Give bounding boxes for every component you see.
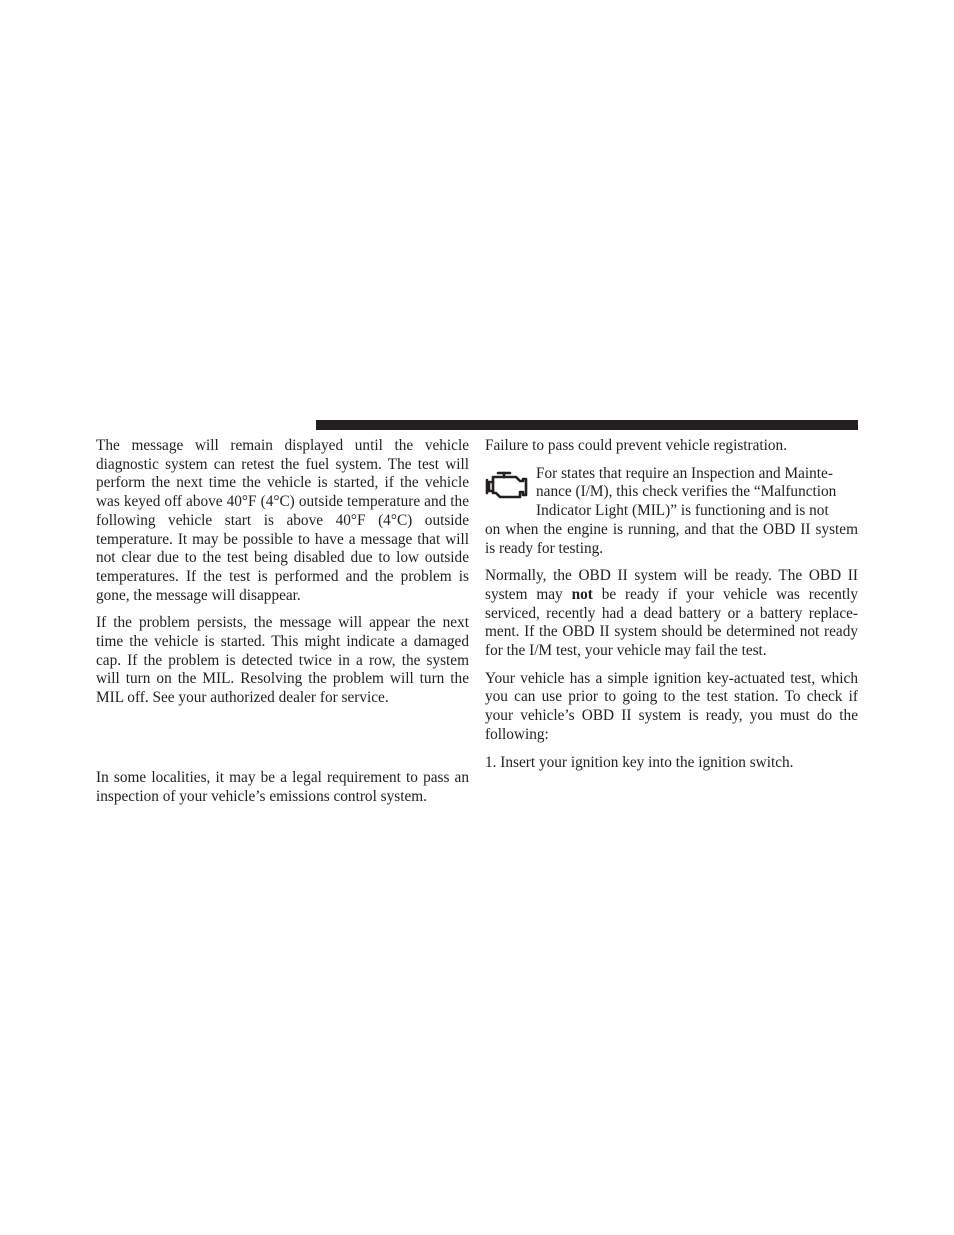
mil-line-2: nance (I/M), this check verifies the “Malfunction — [536, 483, 837, 501]
paragraph-localities: In some localities, it may be a legal requirement to pass an inspection of your vehicle’s emissions control system. — [96, 768, 469, 805]
paragraph-obd-ready — [485, 567, 858, 661]
section-header-bar — [316, 420, 858, 430]
mil-line-1: For states that require an Inspection and Mainte- — [536, 464, 833, 482]
obd-ready-text-2: be ready if your vehicle was recently serviced, recently had a dead battery or a battery replace- ment. If the OBD II system should be determined not ready for the I/M test, your vehicle may fail the test. — [485, 585, 858, 660]
paragraph-problem-persists: If the problem persists, the message will appear the next time the vehicle is started. This might indicate a damaged cap. If the problem is detected twice in a row, the system will turn on the MIL. Resolving the problem will turn the MIL off. See your authorized dealer for service. — [96, 614, 469, 707]
paragraph-simple-test: Your vehicle has a simple ignition key-actuated test, which you can use prior to going to the test station. To check if your vehicle’s OBD II system is ready, you must do the following: — [485, 669, 858, 743]
paragraph-message-displayed: The message will remain displayed until the vehicle diagnostic system can retest the fuel system. The test will perform the next time the vehicle is started, if the vehicle was keyed off above 40°F (4°C) outside temperature and the following vehicle start is above 40°F (4°C) outside temperature. It may be possible to have a message that will not clear due to the test being disabled due to low outside temperatures. If the test is performed and the problem is gone, the message will disappear. — [96, 437, 469, 604]
list-item-1: 1. Insert your ignition key into the ignition switch. — [485, 753, 794, 771]
right-column — [485, 437, 858, 772]
left-column — [96, 437, 469, 815]
paragraph-failure-registration: Failure to pass could prevent vehicle registration. — [485, 437, 788, 454]
check-engine-icon — [485, 470, 529, 502]
obd-ready-bold-not: not — [571, 585, 593, 603]
heading-spacer — [96, 717, 469, 769]
mil-block — [485, 465, 858, 559]
mil-line-3: Indicator Light (MIL)” is functioning and is not — [536, 502, 829, 520]
mil-paragraph-rest: on when the engine is running, and that the OBD II system is ready for testing. — [485, 520, 858, 557]
obd-ready-text-1: Normally, the OBD II system will be ready. The OBD II system may — [485, 567, 858, 603]
